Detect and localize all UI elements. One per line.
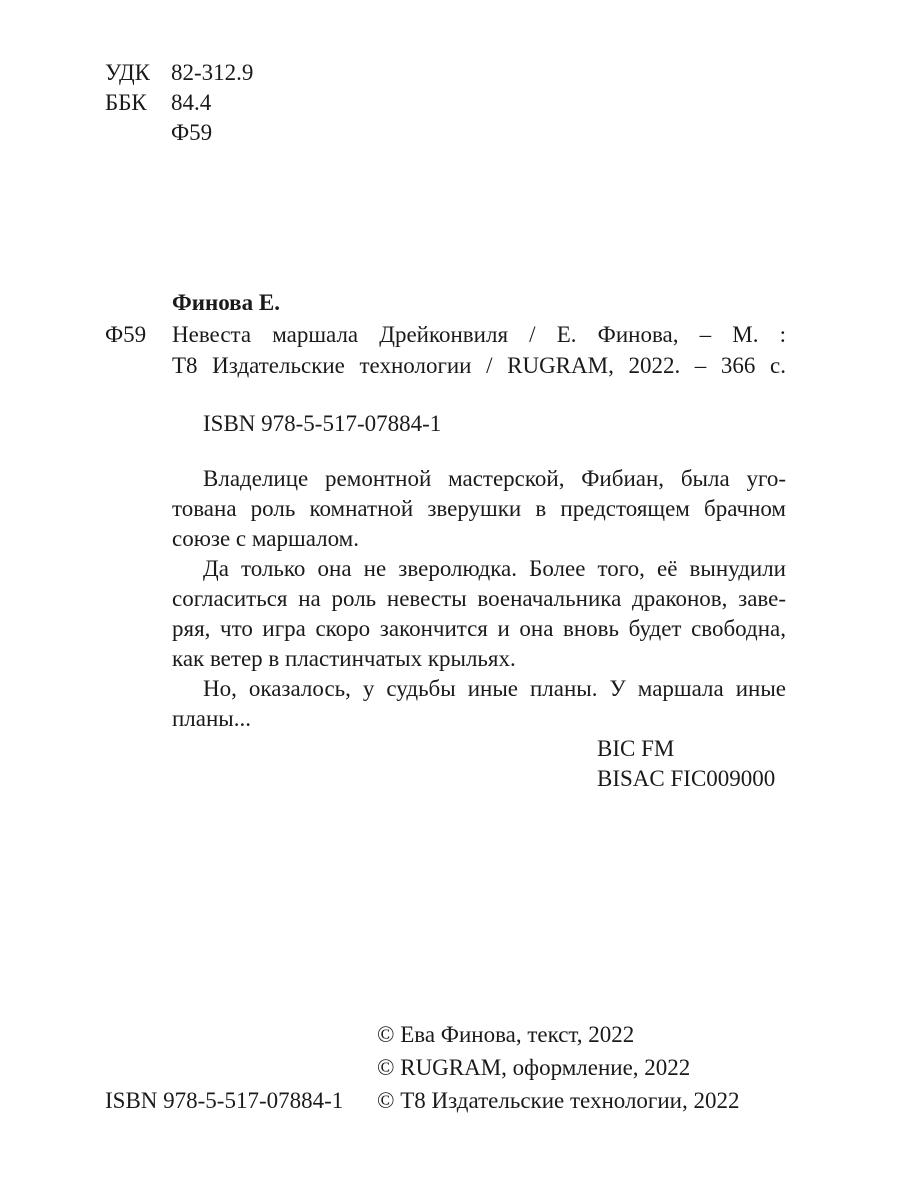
annotation-line: согласиться на роль невесты военачальника драконов, заве- xyxy=(172,586,786,611)
annotation-line: ряя, что игра скоро закончится и она вновь будет свободна, xyxy=(172,616,786,641)
bic-code: BIC FM xyxy=(597,736,675,761)
annotation-line: Но, оказалось, у судьбы иные планы. У маршала иные xyxy=(203,676,786,701)
annotation-line: Владелице ремонтной мастерской, Фибиан, была уго- xyxy=(203,466,786,491)
bbk-row xyxy=(105,88,253,118)
biblio-line: Т8 Издательские технологии / RUGRAM, 2022. – 366 с. xyxy=(172,353,786,378)
copyright-line: © Т8 Издательские технологии, 2022 xyxy=(377,1088,740,1113)
record-code: Ф59 xyxy=(105,322,147,347)
subject-codes xyxy=(597,734,775,794)
copyright-isbn: ISBN 978-5-517-07884-1 xyxy=(105,1088,344,1113)
udk-label: УДК xyxy=(105,60,150,85)
record-isbn: ISBN 978-5-517-07884-1 xyxy=(203,411,442,436)
udk-row xyxy=(105,58,253,88)
author-mark-row xyxy=(105,118,253,148)
bbk-value: 84.4 xyxy=(171,90,212,115)
annotation-line: планы... xyxy=(172,706,252,731)
copyright-line: © Ева Финова, текст, 2022 xyxy=(377,1022,635,1047)
biblio-line: Невеста маршала Дрейконвиля / Е. Финова, – М. : xyxy=(172,322,786,347)
annotation-line: как ветер в пластинчатых крыльях. xyxy=(172,646,516,671)
annotation-line: Да только она не зверолюдка. Более того, её вынудили xyxy=(203,556,786,581)
copyright-line: © RUGRAM, оформление, 2022 xyxy=(377,1055,691,1080)
bibliographic-description xyxy=(172,320,786,382)
bbk-label: ББК xyxy=(105,90,147,115)
copyright-block xyxy=(105,1020,805,1119)
annotation xyxy=(172,464,786,734)
annotation-line: союзе с маршалом. xyxy=(172,526,359,551)
author-mark: Ф59 xyxy=(171,120,213,145)
annotation-line: тована роль комнатной зверушки в предстоящем брачном xyxy=(172,496,786,521)
classification-codes xyxy=(105,58,253,148)
record-author: Финова Е. xyxy=(172,290,280,315)
bisac-code: BISAC FIC009000 xyxy=(597,766,776,791)
udk-value: 82-312.9 xyxy=(171,60,254,85)
